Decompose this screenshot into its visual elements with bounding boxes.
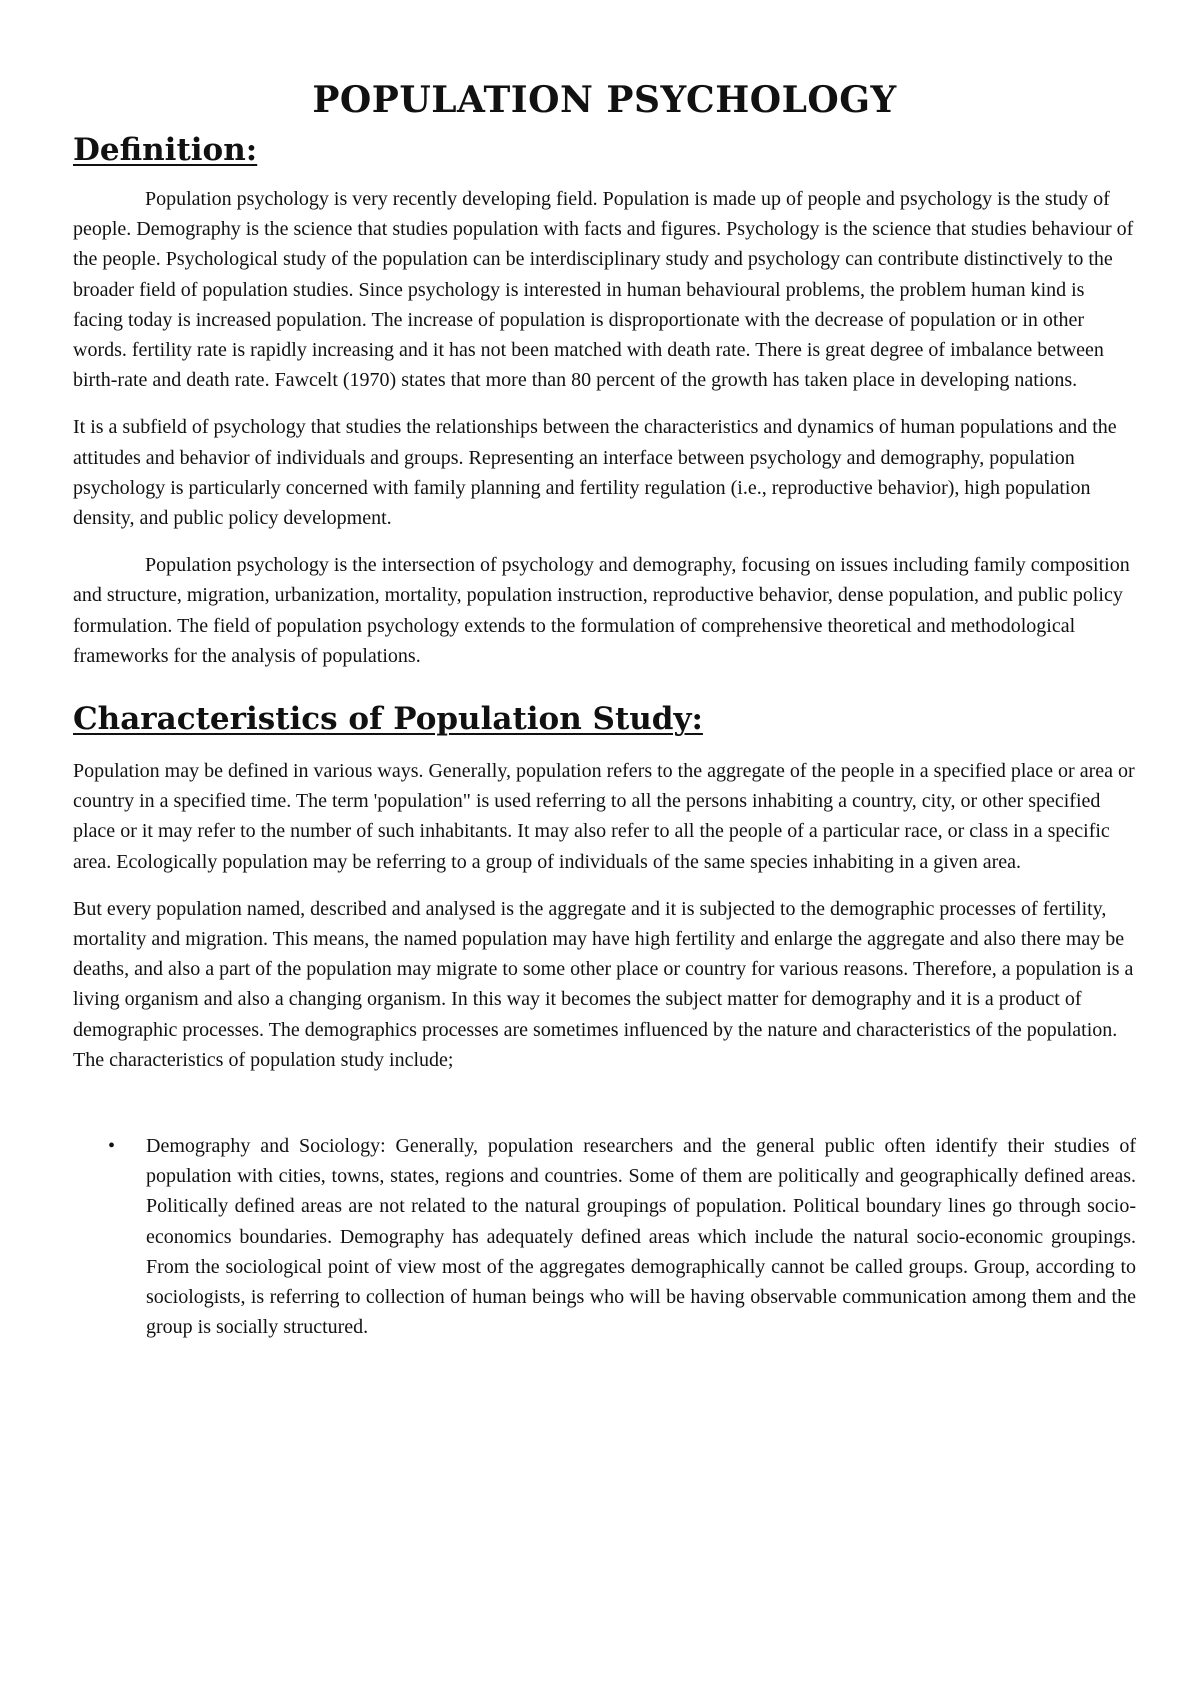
definition-paragraph: Population psychology is very recently developing field. Population is made up of people and psychology is the study of people. Demography is the science that studies population with facts and figures. Psychology is the science that studies behaviour of the people. Psychological study of the population can be interdisciplinary study and psychology can contribute distinctively to the broader field of population studies. Since psychology is interested in human behavioural problems, the problem human kind is facing today is increased population. The increase of population is disproportionate with the decrease of population or in other words. fertility rate is rapidly increasing and it has not been matched with death rate. There is great degree of imbalance between birth-rate and death rate. Fawcelt (1970) states that more than 80 percent of the growth has taken place in developing nations. bbox=[73, 188, 1134, 392]
characteristics-paragraph: But every population named, described and analysed is the aggregate and it is subjected to the demographic processes of fertility, mortality and migration. This means, the named population may have high fertility and enlarge the aggregate and also there may be deaths, and also a part of the population may migrate to some other place or country for various reasons. Therefore, a population is a living organism and also a changing organism. In this way it becomes the subject matter for demography and it is a product of demographic processes. The demographics processes are sometimes influenced by the nature and characteristics of the population. The characteristics of population study include; bbox=[73, 897, 1134, 1071]
definition-heading: Definition: bbox=[73, 132, 258, 168]
definition-paragraph: It is a subfield of psychology that studies the relationships between the characteristics and dynamics of human populations and the attitudes and behavior of individuals and groups. Representing an interface between psychology and demography, population psychology is particularly concerned with family planning and fertility regulation (i.e., reproductive behavior), high population density, and public policy development. bbox=[73, 416, 1117, 530]
characteristics-paragraph: Population may be defined in various ways. Generally, population refers to the aggregate of the people in a specified place or area or country in a specified time. The term 'population" is used referring to all the persons inhabiting a country, city, or other specified place or it may refer to the number of such inhabitants. It may also refer to all the people of a particular race, or class in a specific area. Ecologically population may be referring to a group of individuals of the same species inhabiting in a given area. bbox=[73, 760, 1135, 873]
list-item bbox=[73, 1131, 1136, 1342]
list-item-text: Demography and Sociology: Generally, population researchers and the general public often identify their studies of population with cities, towns, states, regions and countries. Some of them are politically and geographically defined areas. Politically defined areas are not related to the natural groupings of population. Political boundary lines go through socio-economics boundaries. Demography has adequately defined areas which include the natural socio-economic groupings. From the sociological point of view most of the aggregates demographically cannot be called groups. Group, according to sociologists, is referring to collection of human beings who will be having observable communication among them and the group is socially structured. bbox=[146, 1135, 1136, 1339]
definition-paragraph: Population psychology is the intersection of psychology and demography, focusing on issues including family composition and structure, migration, urbanization, mortality, population instruction, reproductive behavior, dense population, and public policy formulation. The field of population psychology extends to the formulation of comprehensive theoretical and methodological frameworks for the analysis of populations. bbox=[73, 554, 1130, 667]
bullet-marker: • bbox=[108, 1135, 116, 1158]
page-title: POPULATION PSYCHOLOGY bbox=[312, 79, 897, 121]
characteristics-list bbox=[73, 1131, 1136, 1342]
characteristics-heading: Characteristics of Population Study: bbox=[73, 701, 703, 738]
